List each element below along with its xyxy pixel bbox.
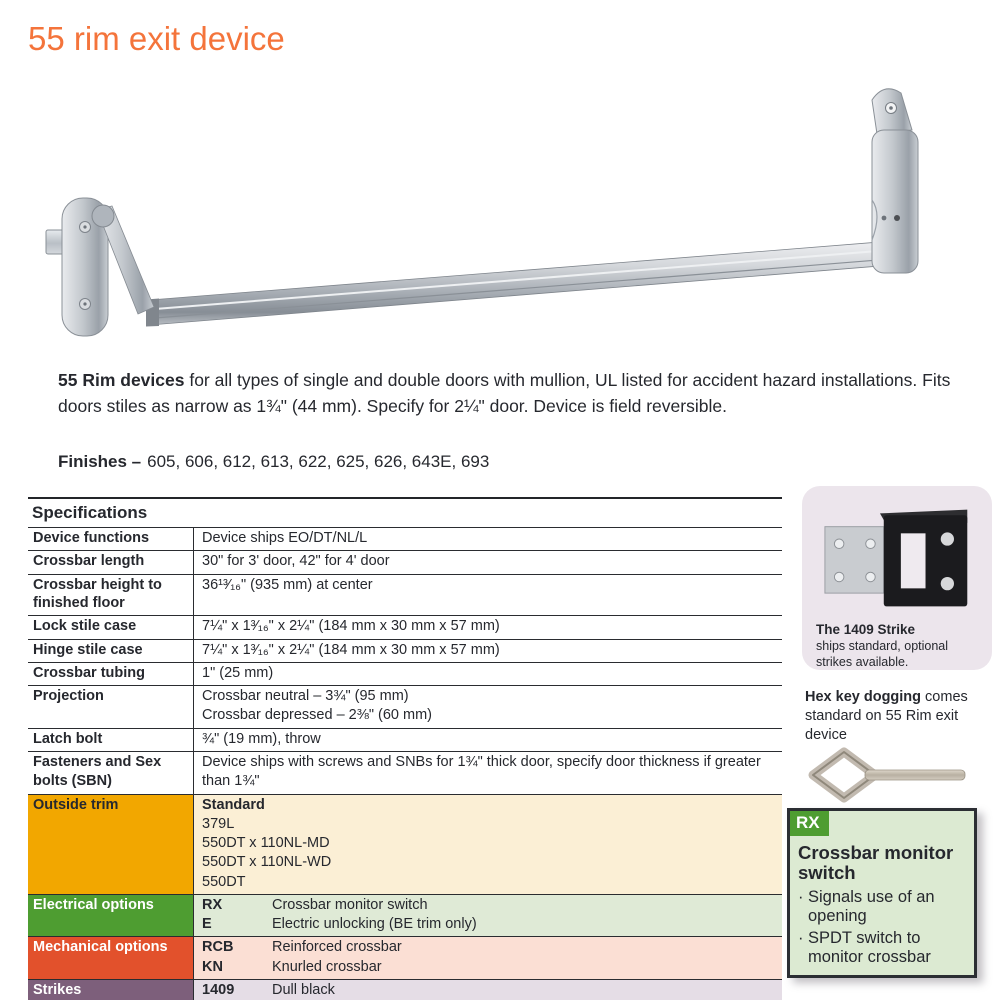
value-line: ¾" (19 mm), throw <box>202 730 321 747</box>
left-mounting-plate <box>46 198 154 336</box>
bullet-dot: · <box>798 887 804 906</box>
strike-card <box>802 486 992 670</box>
spec-row <box>28 527 782 550</box>
spec-row-label: Device functions <box>33 530 150 546</box>
value-line: 30" for 3' door, 42" for 4' door <box>202 553 390 570</box>
spec-row-value <box>193 795 782 894</box>
option-code: RX <box>202 896 223 913</box>
spec-row-label: Fasteners and Sex bolts (SBN) <box>33 753 162 789</box>
spec-row <box>28 685 782 728</box>
spec-row-label: Mechanical options <box>28 937 193 979</box>
value-line: 1" (25 mm) <box>202 664 274 681</box>
bullet-dot: · <box>798 928 804 947</box>
rx-option-box <box>787 808 977 978</box>
spec-row <box>28 936 782 979</box>
spec-table-header: Specifications <box>32 503 148 522</box>
spec-row-value <box>193 980 782 1000</box>
value-line: Crossbar neutral – 3¾" (95 mm) <box>202 688 409 705</box>
strike-1409-image <box>817 502 979 614</box>
spec-row <box>28 894 782 937</box>
value-line: Standard <box>202 796 265 813</box>
spec-row-label: Outside trim <box>28 795 193 894</box>
spec-row-value <box>193 663 782 685</box>
option-description: Dull black <box>272 982 335 999</box>
spec-row-label: Lock stile case <box>33 618 137 635</box>
spec-row-value <box>193 752 782 794</box>
hexkey-text-rest: comes standard on 55 Rim exit device <box>805 689 968 743</box>
spec-row-value <box>193 616 782 638</box>
rx-bullet-item <box>798 888 970 926</box>
spec-row-label: Projection <box>33 688 104 705</box>
option-line <box>202 915 778 934</box>
option-code: KN <box>202 958 223 975</box>
rx-bullets <box>790 888 974 967</box>
option-description: Knurled crossbar <box>272 958 382 975</box>
bullet-text: SPDT switch to monitor crossbar <box>808 928 931 966</box>
option-code: E <box>202 916 212 933</box>
option-line <box>202 896 778 915</box>
value-line: 36¹³⁄₁₆" (935 mm) at center <box>202 576 373 593</box>
value-line: 379L <box>202 815 235 832</box>
value-line: 550DT <box>202 873 246 890</box>
hexkey-text <box>805 688 985 745</box>
option-description: Crossbar monitor switch <box>272 896 428 913</box>
description-text: for all types of single and double doors with mullion, UL listed for accident hazard installations. Fits doors stiles as narrow as 1¾" (44 mm). Specify for 2¼" door. Device is field reversible. <box>58 370 951 416</box>
strike-card-text: ships standard, optional strikes available. <box>816 638 949 669</box>
spec-row <box>28 662 782 685</box>
value-line: 7¼" x 1³⁄₁₆" x 2¼" (184 mm x 30 mm x 57 mm) <box>202 641 500 658</box>
crossbar-tube <box>146 240 905 327</box>
option-description: Reinforced crossbar <box>272 939 402 956</box>
option-description: Electric unlocking (BE trim only) <box>272 916 477 933</box>
spec-row-label: Crossbar height to finished floor <box>33 576 162 612</box>
finishes-values: 605, 606, 612, 613, 622, 625, 626, 643E, 693 <box>147 452 490 471</box>
spec-table <box>28 497 782 1000</box>
finishes-line <box>58 452 489 472</box>
spec-row <box>28 615 782 638</box>
spec-row-label: Hinge stile case <box>33 641 143 658</box>
spec-row-value <box>193 729 782 751</box>
spec-row-value <box>193 575 782 616</box>
spec-row-value <box>193 551 782 573</box>
description-lead: 55 Rim devices <box>58 370 185 390</box>
strike-card-title: The 1409 Strike <box>816 622 916 637</box>
spec-row <box>28 751 782 794</box>
rx-box-title: Crossbar monitor switch <box>798 842 954 884</box>
spec-row-label: Electrical options <box>28 895 193 937</box>
spec-row-label: Crossbar tubing <box>33 664 145 681</box>
rx-bullet-item <box>798 929 970 967</box>
option-code: 1409 <box>202 982 235 999</box>
hexkey-text-lead: Hex key dogging <box>805 689 922 705</box>
value-line: 550DT x 110NL-MD <box>202 835 330 852</box>
value-line: Device ships with screws and SNBs for 1¾" thick door, specify door thickness if greater than 1¾" <box>202 753 761 790</box>
spec-row-label: Latch bolt <box>33 730 103 747</box>
spec-row <box>28 550 782 573</box>
option-line <box>202 981 778 1000</box>
value-line: 7¼" x 1³⁄₁₆" x 2¼" (184 mm x 30 mm x 57 mm) <box>202 618 500 635</box>
spec-row-value <box>193 686 782 728</box>
product-description <box>58 368 953 419</box>
option-code: RCB <box>202 939 234 956</box>
option-line <box>202 958 778 977</box>
spec-row-label: Crossbar length <box>33 553 145 570</box>
value-line: Crossbar depressed – 2⅜" (60 mm) <box>202 707 432 724</box>
spec-row <box>28 794 782 894</box>
product-image-55-rim-exit-device <box>0 80 1000 360</box>
spec-row <box>28 574 782 616</box>
rx-tag: RX <box>790 811 829 836</box>
right-mounting-plate <box>872 89 918 273</box>
page-title: 55 rim exit device <box>28 20 285 57</box>
spec-row-value <box>193 640 782 662</box>
spec-row <box>28 728 782 751</box>
spec-row-value <box>193 895 782 937</box>
spec-row <box>28 639 782 662</box>
value-line: Device ships EO/DT/NL/L <box>202 530 368 546</box>
spec-row-value <box>193 937 782 979</box>
spec-row-value <box>193 528 782 550</box>
spec-row <box>28 979 782 1000</box>
spec-table-rows <box>28 527 782 1000</box>
hex-key-image <box>803 745 973 805</box>
finishes-label: Finishes – <box>58 452 142 471</box>
value-line: 550DT x 110NL-WD <box>202 854 332 871</box>
bullet-text: Signals use of an opening <box>808 887 935 925</box>
spec-row-label: Strikes <box>28 980 193 1000</box>
option-line <box>202 938 778 957</box>
